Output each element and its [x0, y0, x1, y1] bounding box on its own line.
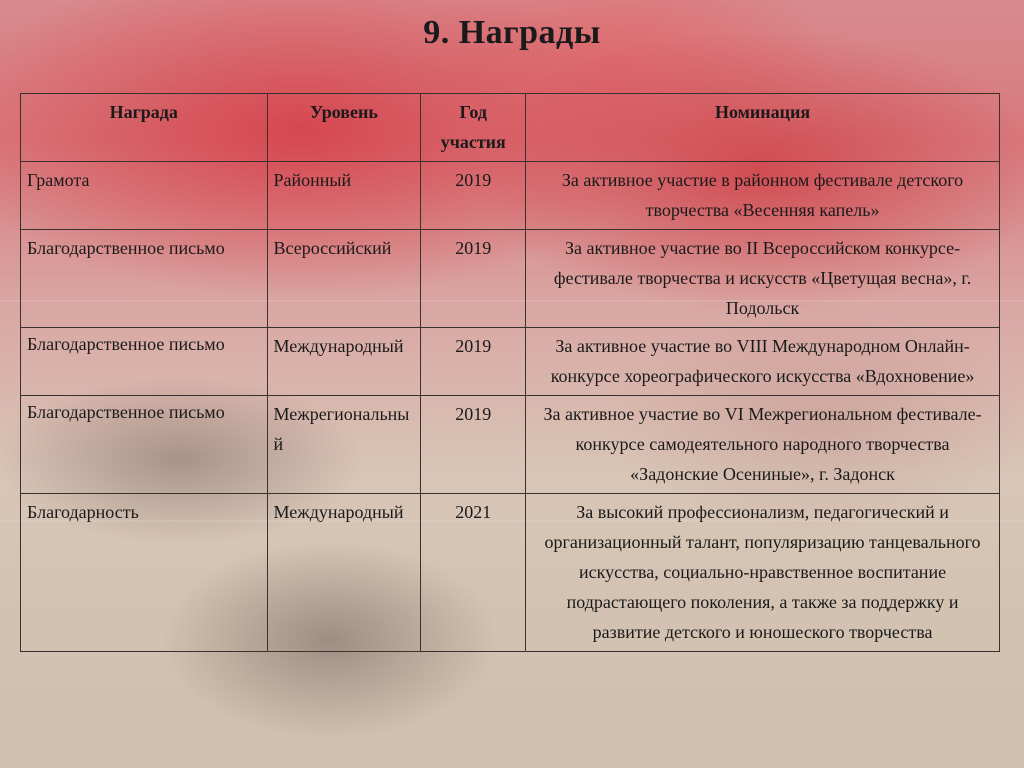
- cell-year: 2019: [421, 162, 526, 230]
- cell-level: Межрегиональный: [267, 396, 421, 494]
- cell-level: Всероссийский: [267, 230, 421, 328]
- cell-nomination: За активное участие во II Всероссийском конкурсе-фестивале творчества и искусств «Цветущая весна», г. Подольск: [526, 230, 1000, 328]
- cell-award: Благодарность: [21, 494, 268, 652]
- cell-award: Грамота: [21, 162, 268, 230]
- header-year: Год участия: [421, 94, 526, 162]
- cell-year: 2019: [421, 328, 526, 396]
- table-header-row: [21, 94, 1000, 162]
- cell-level: Районный: [267, 162, 421, 230]
- cell-level: Международный: [267, 328, 421, 396]
- cell-nomination: За активное участие во VIII Международном Онлайн-конкурсе хореографического искусства «Вдохновение»: [526, 328, 1000, 396]
- table-row: [21, 162, 1000, 230]
- cell-level: Международный: [267, 494, 421, 652]
- table-row: [21, 494, 1000, 652]
- cell-year: 2019: [421, 230, 526, 328]
- cell-award: Благодарственное письмо: [21, 396, 268, 494]
- cell-year: 2019: [421, 396, 526, 494]
- cell-nomination: За активное участие во VI Межрегиональном фестивале-конкурсе самодеятельного народного творчества «Задонские Осениные», г. Задонск: [526, 396, 1000, 494]
- table-row: [21, 396, 1000, 494]
- table-row: [21, 328, 1000, 396]
- header-award: Награда: [21, 94, 268, 162]
- header-level: Уровень: [267, 94, 421, 162]
- cell-year: 2021: [421, 494, 526, 652]
- header-nomination: Номинация: [526, 94, 1000, 162]
- table-row: [21, 230, 1000, 328]
- cell-award: Благодарственное письмо: [21, 328, 268, 396]
- awards-table: [20, 93, 1000, 652]
- cell-award: Благодарственное письмо: [21, 230, 268, 328]
- page-title: 9. Награды: [423, 14, 601, 51]
- cell-nomination: За активное участие в районном фестивале детского творчества «Весенняя капель»: [526, 162, 1000, 230]
- cell-nomination: За высокий профессионализм, педагогический и организационный талант, популяризацию танцевального искусства, социально-нравственное воспитание подрастающего поколения, а также за поддержку и развитие детского и юношеского творчества: [526, 494, 1000, 652]
